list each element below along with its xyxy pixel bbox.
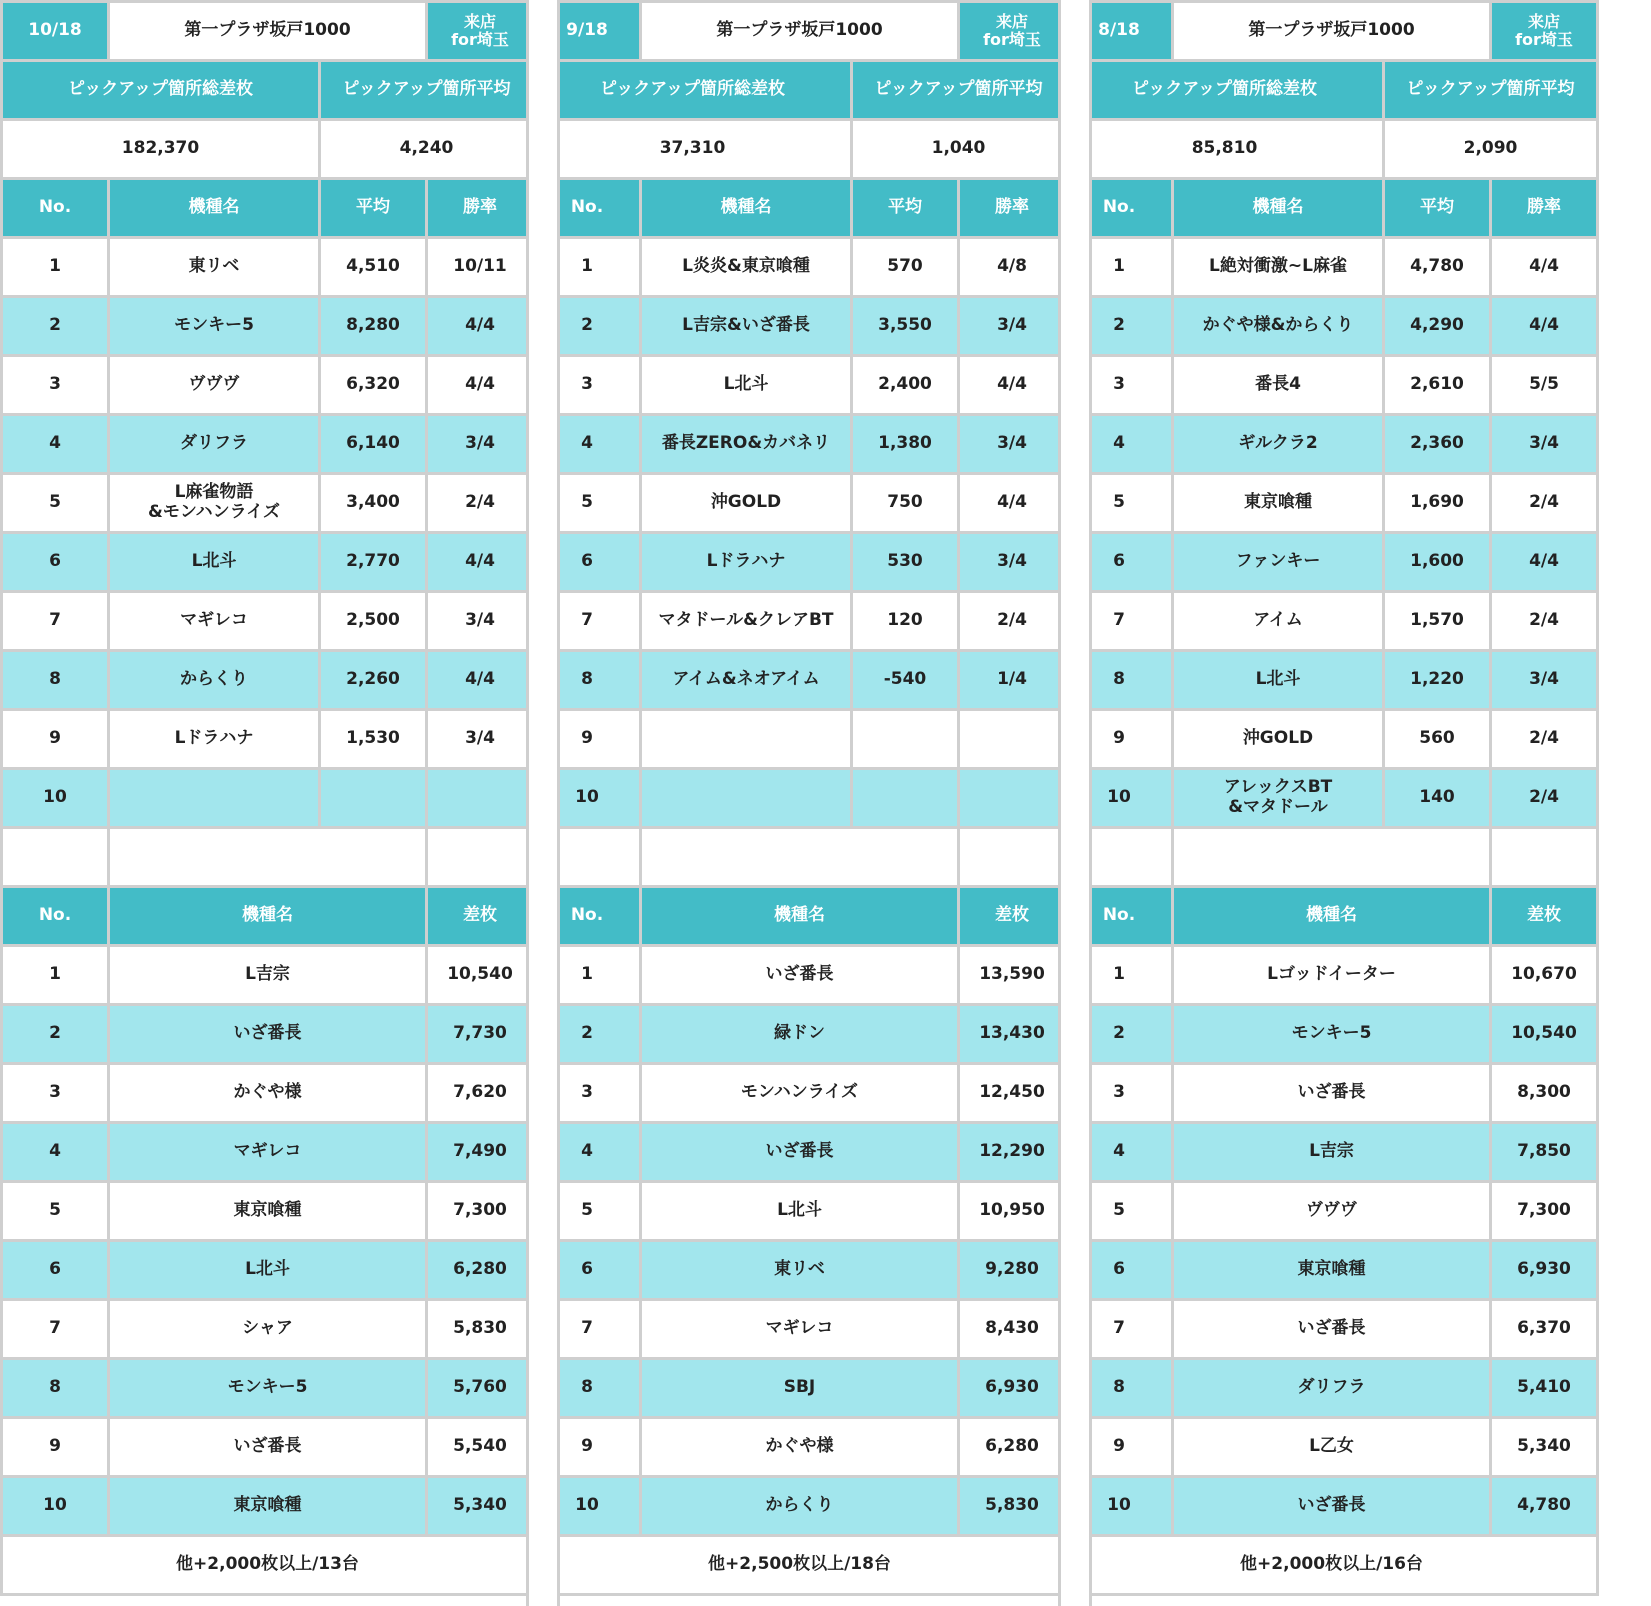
col-no-header: No.: [535, 888, 639, 944]
machine-name: L北斗: [110, 534, 318, 590]
row-no: 3: [3, 1065, 107, 1121]
col-machine-header: 機種名: [642, 180, 850, 236]
diff-value: 5,830: [428, 1301, 532, 1357]
machine-name: Lドラハナ: [110, 711, 318, 767]
win-rate: 3/4: [960, 298, 1064, 354]
machine-name: かぐや様: [110, 1065, 425, 1121]
diff-value: 12,450: [960, 1065, 1064, 1121]
row-no: 1: [3, 947, 107, 1003]
average-value: 2,770: [321, 534, 425, 590]
col-winrate-header: 勝率: [960, 180, 1064, 236]
row-no: 8: [535, 1360, 639, 1416]
win-rate: 4/4: [1492, 239, 1596, 295]
win-rate: 2/4: [960, 593, 1064, 649]
row-no: 2: [535, 1006, 639, 1062]
row-no: 6: [1067, 1242, 1171, 1298]
row-no: 8: [3, 1360, 107, 1416]
average-value: 750: [853, 475, 957, 531]
average-value: 560: [1385, 711, 1489, 767]
machine-name: 東京喰種: [1174, 1242, 1489, 1298]
diff-value: 13,430: [960, 1006, 1064, 1062]
diff-value: 7,620: [428, 1065, 532, 1121]
machine-name: L吉宗: [110, 947, 425, 1003]
average-value: 1,380: [853, 416, 957, 472]
average-label: ピックアップ箇所平均: [321, 62, 532, 118]
event-label: 来店 for埼玉: [960, 3, 1064, 59]
machine-name: 緑ドン: [642, 1006, 957, 1062]
machine-name: からくり: [642, 1478, 957, 1534]
win-rate: 3/4: [1492, 652, 1596, 708]
diff-value: 5,830: [960, 1478, 1064, 1534]
row-no: 9: [1067, 1419, 1171, 1475]
diff-value: 6,930: [1492, 1242, 1596, 1298]
average-value: 1,690: [1385, 475, 1489, 531]
average-value: 4,510: [321, 239, 425, 295]
machine-name: ギルクラ2: [1174, 416, 1382, 472]
row-no: 9: [3, 1419, 107, 1475]
machine-name: いざ番長: [1174, 1301, 1489, 1357]
machine-name: いざ番長: [110, 1419, 425, 1475]
spacer-cell: [960, 829, 1064, 885]
machine-name: [110, 770, 318, 826]
panel-9-18: [532, 0, 1067, 1596]
diff-value: 4,780: [1492, 1478, 1596, 1534]
diff-value: 5,340: [1492, 1419, 1596, 1475]
row-no: 9: [535, 1419, 639, 1475]
machine-name: マギレコ: [642, 1301, 957, 1357]
machine-name: モンキー5: [1174, 1006, 1489, 1062]
win-rate: 4/4: [428, 652, 532, 708]
row-no: 4: [3, 416, 107, 472]
total-diff-value: 182,370: [3, 121, 318, 177]
machine-name: 番長ZERO&カバネリ: [642, 416, 850, 472]
row-no: 7: [535, 1301, 639, 1357]
average-value: 570: [853, 239, 957, 295]
machine-name: 沖GOLD: [1174, 711, 1382, 767]
average-value: 2,610: [1385, 357, 1489, 413]
row-no: 9: [535, 711, 639, 767]
spacer-cell: [1492, 829, 1596, 885]
win-rate: 3/4: [1492, 416, 1596, 472]
machine-name: 東リベ: [642, 1242, 957, 1298]
machine-name: いざ番長: [642, 947, 957, 1003]
win-rate: 3/4: [428, 593, 532, 649]
win-rate: [428, 770, 532, 826]
row-no: 10: [3, 770, 107, 826]
event-label: 来店 for埼玉: [428, 3, 532, 59]
total-diff-value: 85,810: [1067, 121, 1382, 177]
average-label: ピックアップ箇所平均: [1385, 62, 1596, 118]
row-no: 4: [1067, 1124, 1171, 1180]
row-no: 1: [1067, 947, 1171, 1003]
row-no: 5: [1067, 1183, 1171, 1239]
row-no: 10: [1067, 1478, 1171, 1534]
average-value: 1,220: [1385, 652, 1489, 708]
machine-name: マタドール&クレアBT: [642, 593, 850, 649]
row-no: 10: [3, 1478, 107, 1534]
diff-value: 6,280: [428, 1242, 532, 1298]
win-rate: 4/4: [428, 298, 532, 354]
col-diff-header: 差枚: [428, 888, 532, 944]
machine-name: L北斗: [642, 1183, 957, 1239]
machine-name: マギレコ: [110, 1124, 425, 1180]
machine-name: L麻雀物語 &モンハンライズ: [110, 475, 318, 531]
average-value: 6,140: [321, 416, 425, 472]
average-value: 530: [853, 534, 957, 590]
row-no: 8: [1067, 1360, 1171, 1416]
col-average-header: 平均: [321, 180, 425, 236]
machine-name: L炎炎&東京喰種: [642, 239, 850, 295]
col-diff-header: 差枚: [960, 888, 1064, 944]
store-name: 第一プラザ坂戸1000: [110, 3, 425, 59]
machine-name: 東リベ: [110, 239, 318, 295]
footer-note: 他+2,500枚以上/18台: [535, 1537, 1064, 1593]
machine-name: いざ番長: [1174, 1478, 1489, 1534]
win-rate: [960, 711, 1064, 767]
average-value: 2,400: [853, 357, 957, 413]
diff-value: 12,290: [960, 1124, 1064, 1180]
row-no: 6: [1067, 534, 1171, 590]
average-value: 2,500: [321, 593, 425, 649]
row-no: 5: [1067, 475, 1171, 531]
col-diff-header: 差枚: [1492, 888, 1596, 944]
row-no: 5: [3, 475, 107, 531]
row-no: 7: [3, 593, 107, 649]
row-no: 4: [1067, 416, 1171, 472]
machine-name: 番長4: [1174, 357, 1382, 413]
win-rate: 4/4: [428, 534, 532, 590]
spacer-cell: [428, 829, 532, 885]
diff-value: 5,340: [428, 1478, 532, 1534]
average-value: -540: [853, 652, 957, 708]
average-value: 2,090: [1385, 121, 1596, 177]
row-no: 6: [3, 1242, 107, 1298]
row-no: 1: [535, 239, 639, 295]
row-no: 2: [3, 298, 107, 354]
panel-separator: [526, 0, 560, 1606]
diff-value: 7,730: [428, 1006, 532, 1062]
machine-name: アイム&ネオアイム: [642, 652, 850, 708]
average-value: 1,600: [1385, 534, 1489, 590]
row-no: 1: [3, 239, 107, 295]
win-rate: 1/4: [960, 652, 1064, 708]
col-machine-header: 機種名: [1174, 888, 1489, 944]
average-value: 6,320: [321, 357, 425, 413]
average-value: 2,260: [321, 652, 425, 708]
row-no: 2: [1067, 298, 1171, 354]
row-no: 3: [535, 1065, 639, 1121]
machine-name: L吉宗: [1174, 1124, 1489, 1180]
machine-name: ヴヴヴ: [1174, 1183, 1489, 1239]
row-no: 2: [1067, 1006, 1171, 1062]
machine-name: アレックスBT &マタドール: [1174, 770, 1382, 826]
total-diff-value: 37,310: [535, 121, 850, 177]
machine-name: いざ番長: [642, 1124, 957, 1180]
spacer-cell: [1174, 829, 1489, 885]
total-diff-label: ピックアップ箇所総差枚: [535, 62, 850, 118]
machine-name: モンキー5: [110, 1360, 425, 1416]
panel-date: 10/18: [3, 3, 107, 59]
row-no: 2: [3, 1006, 107, 1062]
row-no: 5: [535, 475, 639, 531]
diff-value: 7,300: [1492, 1183, 1596, 1239]
row-no: 6: [3, 534, 107, 590]
average-label: ピックアップ箇所平均: [853, 62, 1064, 118]
row-no: 9: [3, 711, 107, 767]
panel-8-18: [1064, 0, 1599, 1596]
win-rate: 3/4: [960, 416, 1064, 472]
row-no: 10: [535, 1478, 639, 1534]
machine-name: ダリフラ: [110, 416, 318, 472]
average-value: [853, 711, 957, 767]
machine-name: [642, 711, 850, 767]
col-machine-header: 機種名: [642, 888, 957, 944]
diff-value: 7,300: [428, 1183, 532, 1239]
win-rate: 4/4: [1492, 298, 1596, 354]
footer-note: 他+2,000枚以上/16台: [1067, 1537, 1596, 1593]
average-value: 3,400: [321, 475, 425, 531]
machine-name: からくり: [110, 652, 318, 708]
total-diff-label: ピックアップ箇所総差枚: [1067, 62, 1382, 118]
row-no: 1: [1067, 239, 1171, 295]
machine-name: マギレコ: [110, 593, 318, 649]
average-value: 4,290: [1385, 298, 1489, 354]
average-value: 1,570: [1385, 593, 1489, 649]
diff-value: 13,590: [960, 947, 1064, 1003]
machine-name: L北斗: [1174, 652, 1382, 708]
diff-value: 8,430: [960, 1301, 1064, 1357]
diff-value: 10,950: [960, 1183, 1064, 1239]
row-no: 8: [3, 652, 107, 708]
row-no: 1: [535, 947, 639, 1003]
win-rate: 2/4: [1492, 593, 1596, 649]
win-rate: 3/4: [428, 711, 532, 767]
row-no: 8: [535, 652, 639, 708]
average-value: 3,550: [853, 298, 957, 354]
diff-value: 8,300: [1492, 1065, 1596, 1121]
store-name: 第一プラザ坂戸1000: [1174, 3, 1489, 59]
col-no-header: No.: [1067, 888, 1171, 944]
row-no: 4: [535, 1124, 639, 1180]
panel-10-18: [0, 0, 535, 1596]
machine-name: モンキー5: [110, 298, 318, 354]
machine-name: L北斗: [110, 1242, 425, 1298]
diff-value: 5,540: [428, 1419, 532, 1475]
col-machine-header: 機種名: [1174, 180, 1382, 236]
panel-date: 9/18: [535, 3, 639, 59]
col-no-header: No.: [1067, 180, 1171, 236]
average-value: [853, 770, 957, 826]
machine-name: ヴヴヴ: [110, 357, 318, 413]
average-value: 8,280: [321, 298, 425, 354]
diff-value: 10,670: [1492, 947, 1596, 1003]
win-rate: 4/4: [428, 357, 532, 413]
average-value: 1,040: [853, 121, 1064, 177]
machine-name: 東京喰種: [1174, 475, 1382, 531]
col-no-header: No.: [3, 180, 107, 236]
diff-value: 6,280: [960, 1419, 1064, 1475]
col-winrate-header: 勝率: [1492, 180, 1596, 236]
event-label: 来店 for埼玉: [1492, 3, 1596, 59]
machine-name: 東京喰種: [110, 1478, 425, 1534]
win-rate: 4/4: [960, 475, 1064, 531]
average-value: 1,530: [321, 711, 425, 767]
row-no: 4: [3, 1124, 107, 1180]
row-no: 9: [1067, 711, 1171, 767]
col-average-header: 平均: [853, 180, 957, 236]
row-no: 7: [535, 593, 639, 649]
average-value: 120: [853, 593, 957, 649]
win-rate: 4/8: [960, 239, 1064, 295]
win-rate: 5/5: [1492, 357, 1596, 413]
machine-name: シャア: [110, 1301, 425, 1357]
row-no: 6: [535, 1242, 639, 1298]
win-rate: 4/4: [1492, 534, 1596, 590]
col-machine-header: 機種名: [110, 888, 425, 944]
row-no: 4: [535, 416, 639, 472]
footer-note: 他+2,000枚以上/13台: [3, 1537, 532, 1593]
col-winrate-header: 勝率: [428, 180, 532, 236]
machine-name: いざ番長: [110, 1006, 425, 1062]
machine-name: かぐや様: [642, 1419, 957, 1475]
panel-separator: [1058, 0, 1092, 1606]
win-rate: 2/4: [428, 475, 532, 531]
row-no: 5: [3, 1183, 107, 1239]
row-no: 3: [3, 357, 107, 413]
panel-date: 8/18: [1067, 3, 1171, 59]
win-rate: 4/4: [960, 357, 1064, 413]
machine-name: L乙女: [1174, 1419, 1489, 1475]
machine-name: L絶対衝激~L麻雀: [1174, 239, 1382, 295]
row-no: 5: [535, 1183, 639, 1239]
win-rate: 2/4: [1492, 770, 1596, 826]
machine-name: いざ番長: [1174, 1065, 1489, 1121]
average-value: 2,360: [1385, 416, 1489, 472]
col-no-header: No.: [535, 180, 639, 236]
col-average-header: 平均: [1385, 180, 1489, 236]
row-no: 7: [1067, 1301, 1171, 1357]
row-no: 3: [535, 357, 639, 413]
row-no: 3: [1067, 357, 1171, 413]
row-no: 2: [535, 298, 639, 354]
win-rate: [960, 770, 1064, 826]
row-no: 10: [535, 770, 639, 826]
machine-name: L吉宗&いざ番長: [642, 298, 850, 354]
diff-value: 9,280: [960, 1242, 1064, 1298]
win-rate: 2/4: [1492, 475, 1596, 531]
machine-name: 沖GOLD: [642, 475, 850, 531]
average-value: [321, 770, 425, 826]
machine-name: L北斗: [642, 357, 850, 413]
machine-name: Lドラハナ: [642, 534, 850, 590]
machine-name: アイム: [1174, 593, 1382, 649]
machine-name: SBJ: [642, 1360, 957, 1416]
diff-value: 10,540: [1492, 1006, 1596, 1062]
spacer-cell: [110, 829, 425, 885]
win-rate: 10/11: [428, 239, 532, 295]
row-no: 10: [1067, 770, 1171, 826]
diff-value: 6,930: [960, 1360, 1064, 1416]
row-no: 7: [1067, 593, 1171, 649]
col-machine-header: 機種名: [110, 180, 318, 236]
machine-name: ダリフラ: [1174, 1360, 1489, 1416]
machine-name: モンハンライズ: [642, 1065, 957, 1121]
machine-name: Lゴッドイーター: [1174, 947, 1489, 1003]
diff-value: 6,370: [1492, 1301, 1596, 1357]
row-no: 7: [3, 1301, 107, 1357]
spacer-cell: [3, 829, 107, 885]
machine-name: [642, 770, 850, 826]
average-value: 140: [1385, 770, 1489, 826]
average-value: 4,240: [321, 121, 532, 177]
diff-value: 7,850: [1492, 1124, 1596, 1180]
diff-value: 7,490: [428, 1124, 532, 1180]
col-no-header: No.: [3, 888, 107, 944]
row-no: 3: [1067, 1065, 1171, 1121]
win-rate: 2/4: [1492, 711, 1596, 767]
total-diff-label: ピックアップ箇所総差枚: [3, 62, 318, 118]
diff-value: 5,760: [428, 1360, 532, 1416]
average-value: 4,780: [1385, 239, 1489, 295]
machine-name: 東京喰種: [110, 1183, 425, 1239]
spacer-cell: [642, 829, 957, 885]
row-no: 6: [535, 534, 639, 590]
machine-name: かぐや様&からくり: [1174, 298, 1382, 354]
row-no: 8: [1067, 652, 1171, 708]
win-rate: 3/4: [428, 416, 532, 472]
machine-name: ファンキー: [1174, 534, 1382, 590]
win-rate: 3/4: [960, 534, 1064, 590]
diff-value: 5,410: [1492, 1360, 1596, 1416]
store-name: 第一プラザ坂戸1000: [642, 3, 957, 59]
diff-value: 10,540: [428, 947, 532, 1003]
